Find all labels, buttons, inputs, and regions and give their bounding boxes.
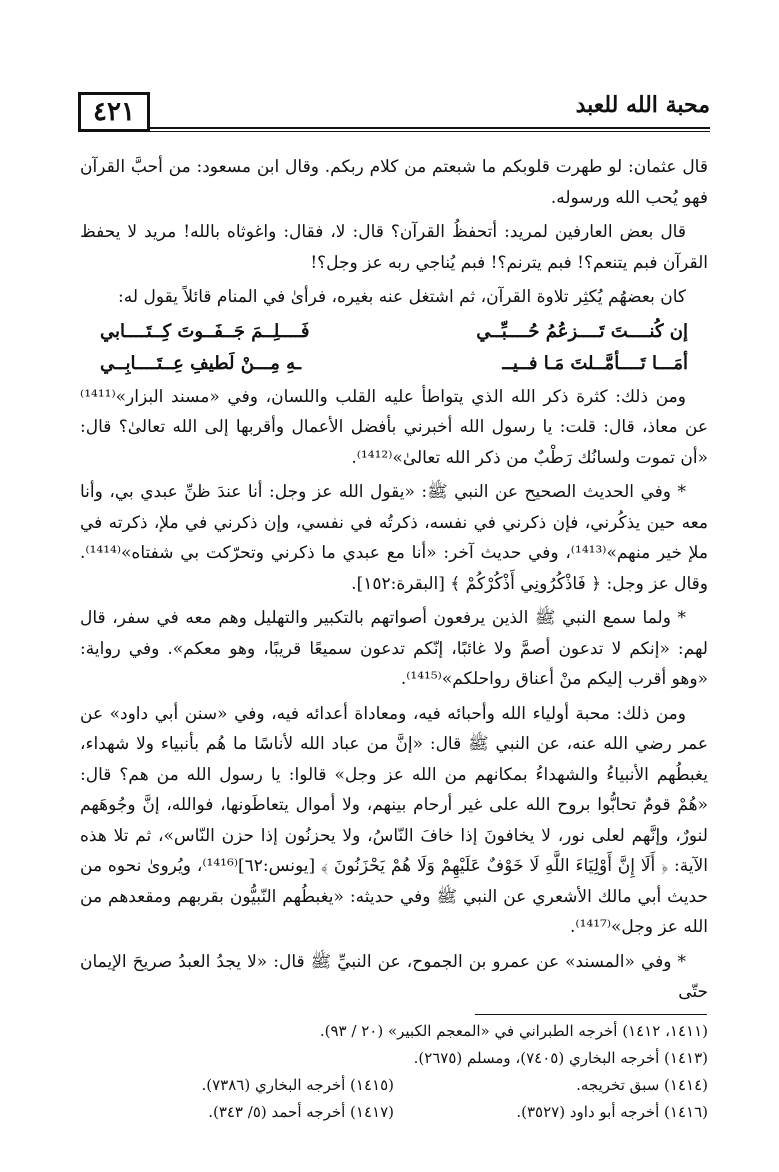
main-text	[80, 152, 708, 1012]
poem-line-2-first-half: أمَـــا تَــــأمَّــلتَ مَـا فــيــ	[502, 353, 688, 374]
footnote-row-1414-1415	[80, 1072, 708, 1099]
footnote-1411-1412: (١٤١١، ١٤١٢) أخرجه الطبراني في «المعجم الكبير» (٢٠ / ٩٣).	[319, 1022, 708, 1040]
paragraph-musnad: * وفي «المسند» عن عمرو بن الجموح، عن النبيِّ ﷺ قال: «لا يجدُ العبدُ صريحَ الإيمان حتّى	[80, 951, 708, 1002]
footnotes	[80, 1018, 708, 1126]
poem-line-1	[80, 317, 708, 348]
poem-line-1-first-half: إن كُنــــتَ تَــــزعُمُ حُــــبِّــي	[476, 320, 688, 342]
header-rule	[150, 127, 710, 132]
page-header	[78, 92, 710, 138]
page-number: ٤٢١	[78, 92, 150, 132]
paragraph-awliya: ومن ذلك: محبة أولياء الله وأحبائه فيه، ومعاداة أعدائه فيه، وفي «سنن أبي داود» عن عمر رضي الله عنه، عن النبي ﷺ قال: «إنَّ من عباد الله لأناسًا ما هُم بأنبياء ولا شهداء، يغبطُهم الأنبياءُ والشهداءُ بمكانهم من الله عز وجل» قالوا: يا رسول الله من هم؟ قال: «هُمْ قومٌ تحابُّوا بروح الله على غير أرحام بينهم، ولا أموال يتعاطَونها، فوالله، إنَّ وجُوهَهم لنورٌ، وإنَّهم لعلى نور، لا يخافونَ إذا خافَ النّاسُ، ولا يحزنُون إذا حزن النّاس»، ثم تلا هذه الآية: ﴿ أَلَا إِنَّ أَوْلِيَاءَ اللَّهِ لَا خَوْفٌ عَلَيْهِمْ وَلَا هُمْ يَحْزَنُونَ ﴾ [يونس:٦٢]⁽¹⁴¹⁶⁾، ويُروىٰ نحوه من حديث أبي مالك الأشعري عن النبي ﷺ وفي حديثه: «يغبطُهم النّبيُّون بقربهم ومقعدهم من الله عز وجل»⁽¹⁴¹⁷⁾.	[80, 703, 708, 937]
footnote-separator	[475, 1014, 707, 1015]
paragraph-takbir: * ولما سمع النبي ﷺ الذين يرفعون أصواتهم بالتكبير والتهليل وهم معه في سفر، قال لهم: «إنكم لا تدعون أصمَّ ولا غائبًا، إنّكم تدعون سميعًا قريبًا، وهو معكم». وفي رواية: «وهو أقرب إليكم منْ أعناق رواحلكم»⁽¹⁴¹⁵⁾.	[80, 608, 708, 689]
footnote-1414: (١٤١٤) سبق تخريجه.	[576, 1076, 708, 1094]
poem-line-1-second-half: فَــــلِــمَ جَــفَــوتَ كِــتَــــابي	[100, 320, 310, 342]
footnote-1417: (١٤١٧) أخرجه أحمد (٥/ ٣٤٣).	[208, 1103, 394, 1121]
paragraph-hadith-qudsi: * وفي الحديث الصحيح عن النبي ﷺ: «يقول الله عز وجل: أنا عندَ ظنِّ عبدي بي، وأنا معه حين يذكُرني، فإن ذكرني في نفسه، ذكرتُه في نفسي، وإن ذكرني في ملإ، ذكرته في ملإ خير منهم»⁽¹⁴¹³⁾، وفي حديث آخر: «أنا مع عبدي ما ذكرني وتحرّكت بي شفتاه»⁽¹⁴¹⁴⁾. وقال عز وجل: ﴿ فَاذْكُرُونِي أَذْكُرْكُمْ ﴾ [البقرة:١٥٢].	[80, 482, 708, 594]
paragraph-dream: كان بعضهُم يُكثِر تلاوة القرآن، ثم اشتغل عنه بغيره، فرأىٰ في المنام قائلاً يقول له:	[118, 287, 686, 307]
paragraph-arifin: قال بعض العارفين لمريد: أتحفظُ القرآن؟ قال: لا، فقال: واغوثاه بالله! مريد لا يحفظ القرآن فبم يتنعم؟! فبم يترنم؟! فبم يُناجي ربه عز وجل؟!	[80, 222, 708, 273]
footnote-row-1416-1417	[80, 1099, 708, 1126]
footnote-1415: (١٤١٥) أخرجه البخاري (٧٣٨٦).	[201, 1076, 394, 1094]
paragraph-dhikr: ومن ذلك: كثرة ذكر الله الذي يتواطأ عليه القلب واللسان، وفي «مسند البزار»⁽¹⁴¹¹⁾ عن معاذ، قال: قلت: يا رسول الله أخبرني بأفضل الأعمال وأقربها إلى الله تعالىٰ؟ قال: «أن تموت ولسانُك رَطْبٌ من ذكر الله تعالىٰ»⁽¹⁴¹²⁾.	[80, 386, 708, 468]
footnote-1416: (١٤١٦) أخرجه أبو داود (٣٥٢٧).	[516, 1103, 708, 1121]
running-title: محبة الله للعبد	[566, 92, 710, 118]
footnote-1413: (١٤١٣) أخرجه البخاري (٧٤٠٥)، ومسلم (٢٦٧٥).	[413, 1049, 708, 1067]
poem-line-2	[80, 349, 708, 380]
paragraph-uthman: قال عثمان: لو طهرت قلوبكم ما شبعتم من كلام ربكم. وقال ابن مسعود: من أحبَّ القرآن فهو يُحب الله ورسوله.	[80, 157, 708, 208]
poem-line-2-second-half: ـهِ مِـــنْ لَطيفِ عِــتَــــابِــي	[100, 353, 302, 374]
